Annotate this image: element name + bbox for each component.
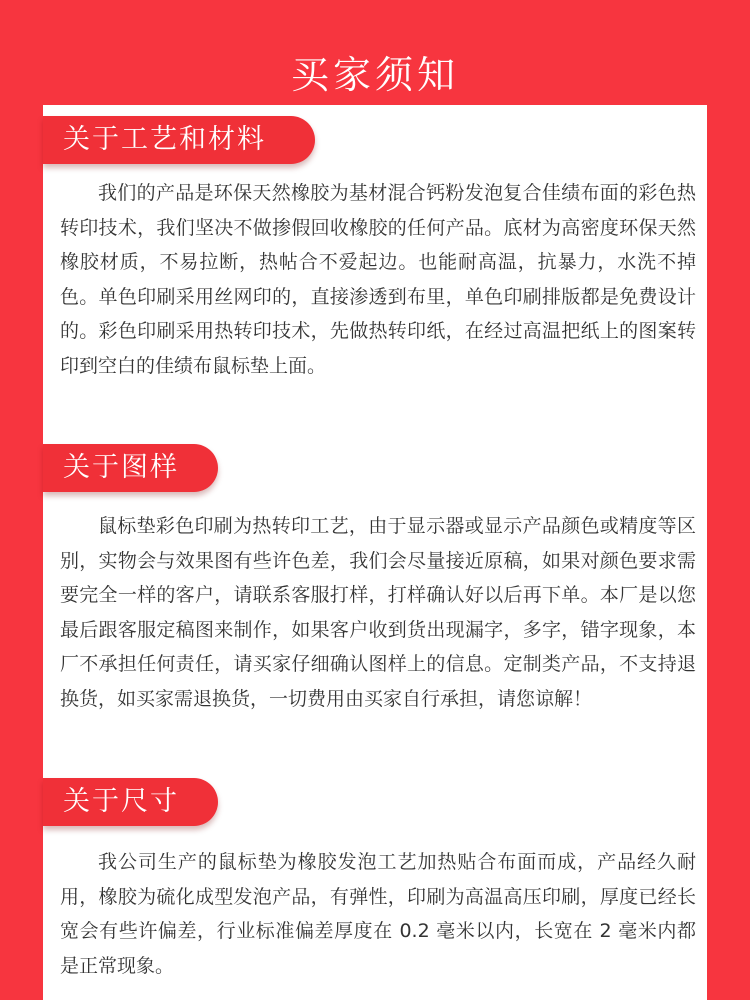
section-heading-design: 关于图样: [43, 444, 218, 492]
page-title: 买家须知: [290, 53, 459, 98]
section-heading-size: 关于尺寸: [43, 778, 218, 826]
section-body-craft-materials: 我们的产品是环保天然橡胶为基材混合钙粉发泡复合佳绩布面的彩色热转印技术，我们坚决不做掺假回收橡胶的任何产品。底材为高密度环保天然橡胶材质，不易拉断，热帖合不爱起边。也能耐高温，抗暴力，水洗不掉色。单色印刷采用丝网印的，直接渗透到布里，单色印刷排版都是免费设计的。彩色印刷采用热转印技术，先做热转印纸，在经过高温把纸上的图案转印到空白的佳绩布鼠标垫上面。: [60, 182, 696, 377]
section-body-size: 我公司生产的鼠标垫为橡胶发泡工艺加热贴合布面而成，产品经久耐用，橡胶为硫化成型发泡产品，有弹性，印刷为高温高压印刷，厚度已经长宽会有些许偏差，行业标准偏差厚度在 0.2 毫米以内，长宽在 2 毫米内都是正常现象。: [60, 851, 696, 977]
section-heading-craft-materials: 关于工艺和材料: [43, 116, 315, 164]
section-body-design: 鼠标垫彩色印刷为热转印工艺，由于显示器或显示产品颜色或精度等区别，实物会与效果图有些许色差，我们会尽量接近原稿，如果对颜色要求需要完全一样的客户，请联系客服打样，打样确认好以后再下单。本厂是以您最后跟客服定稿图来制作，如果客户收到货出现漏字，多字，错字现象，本厂不承担任何责任，请买家仔细确认图样上的信息。定制类产品，不支持退换货，如买家需退换货，一切费用由买家自行承担，请您谅解！: [60, 515, 696, 710]
